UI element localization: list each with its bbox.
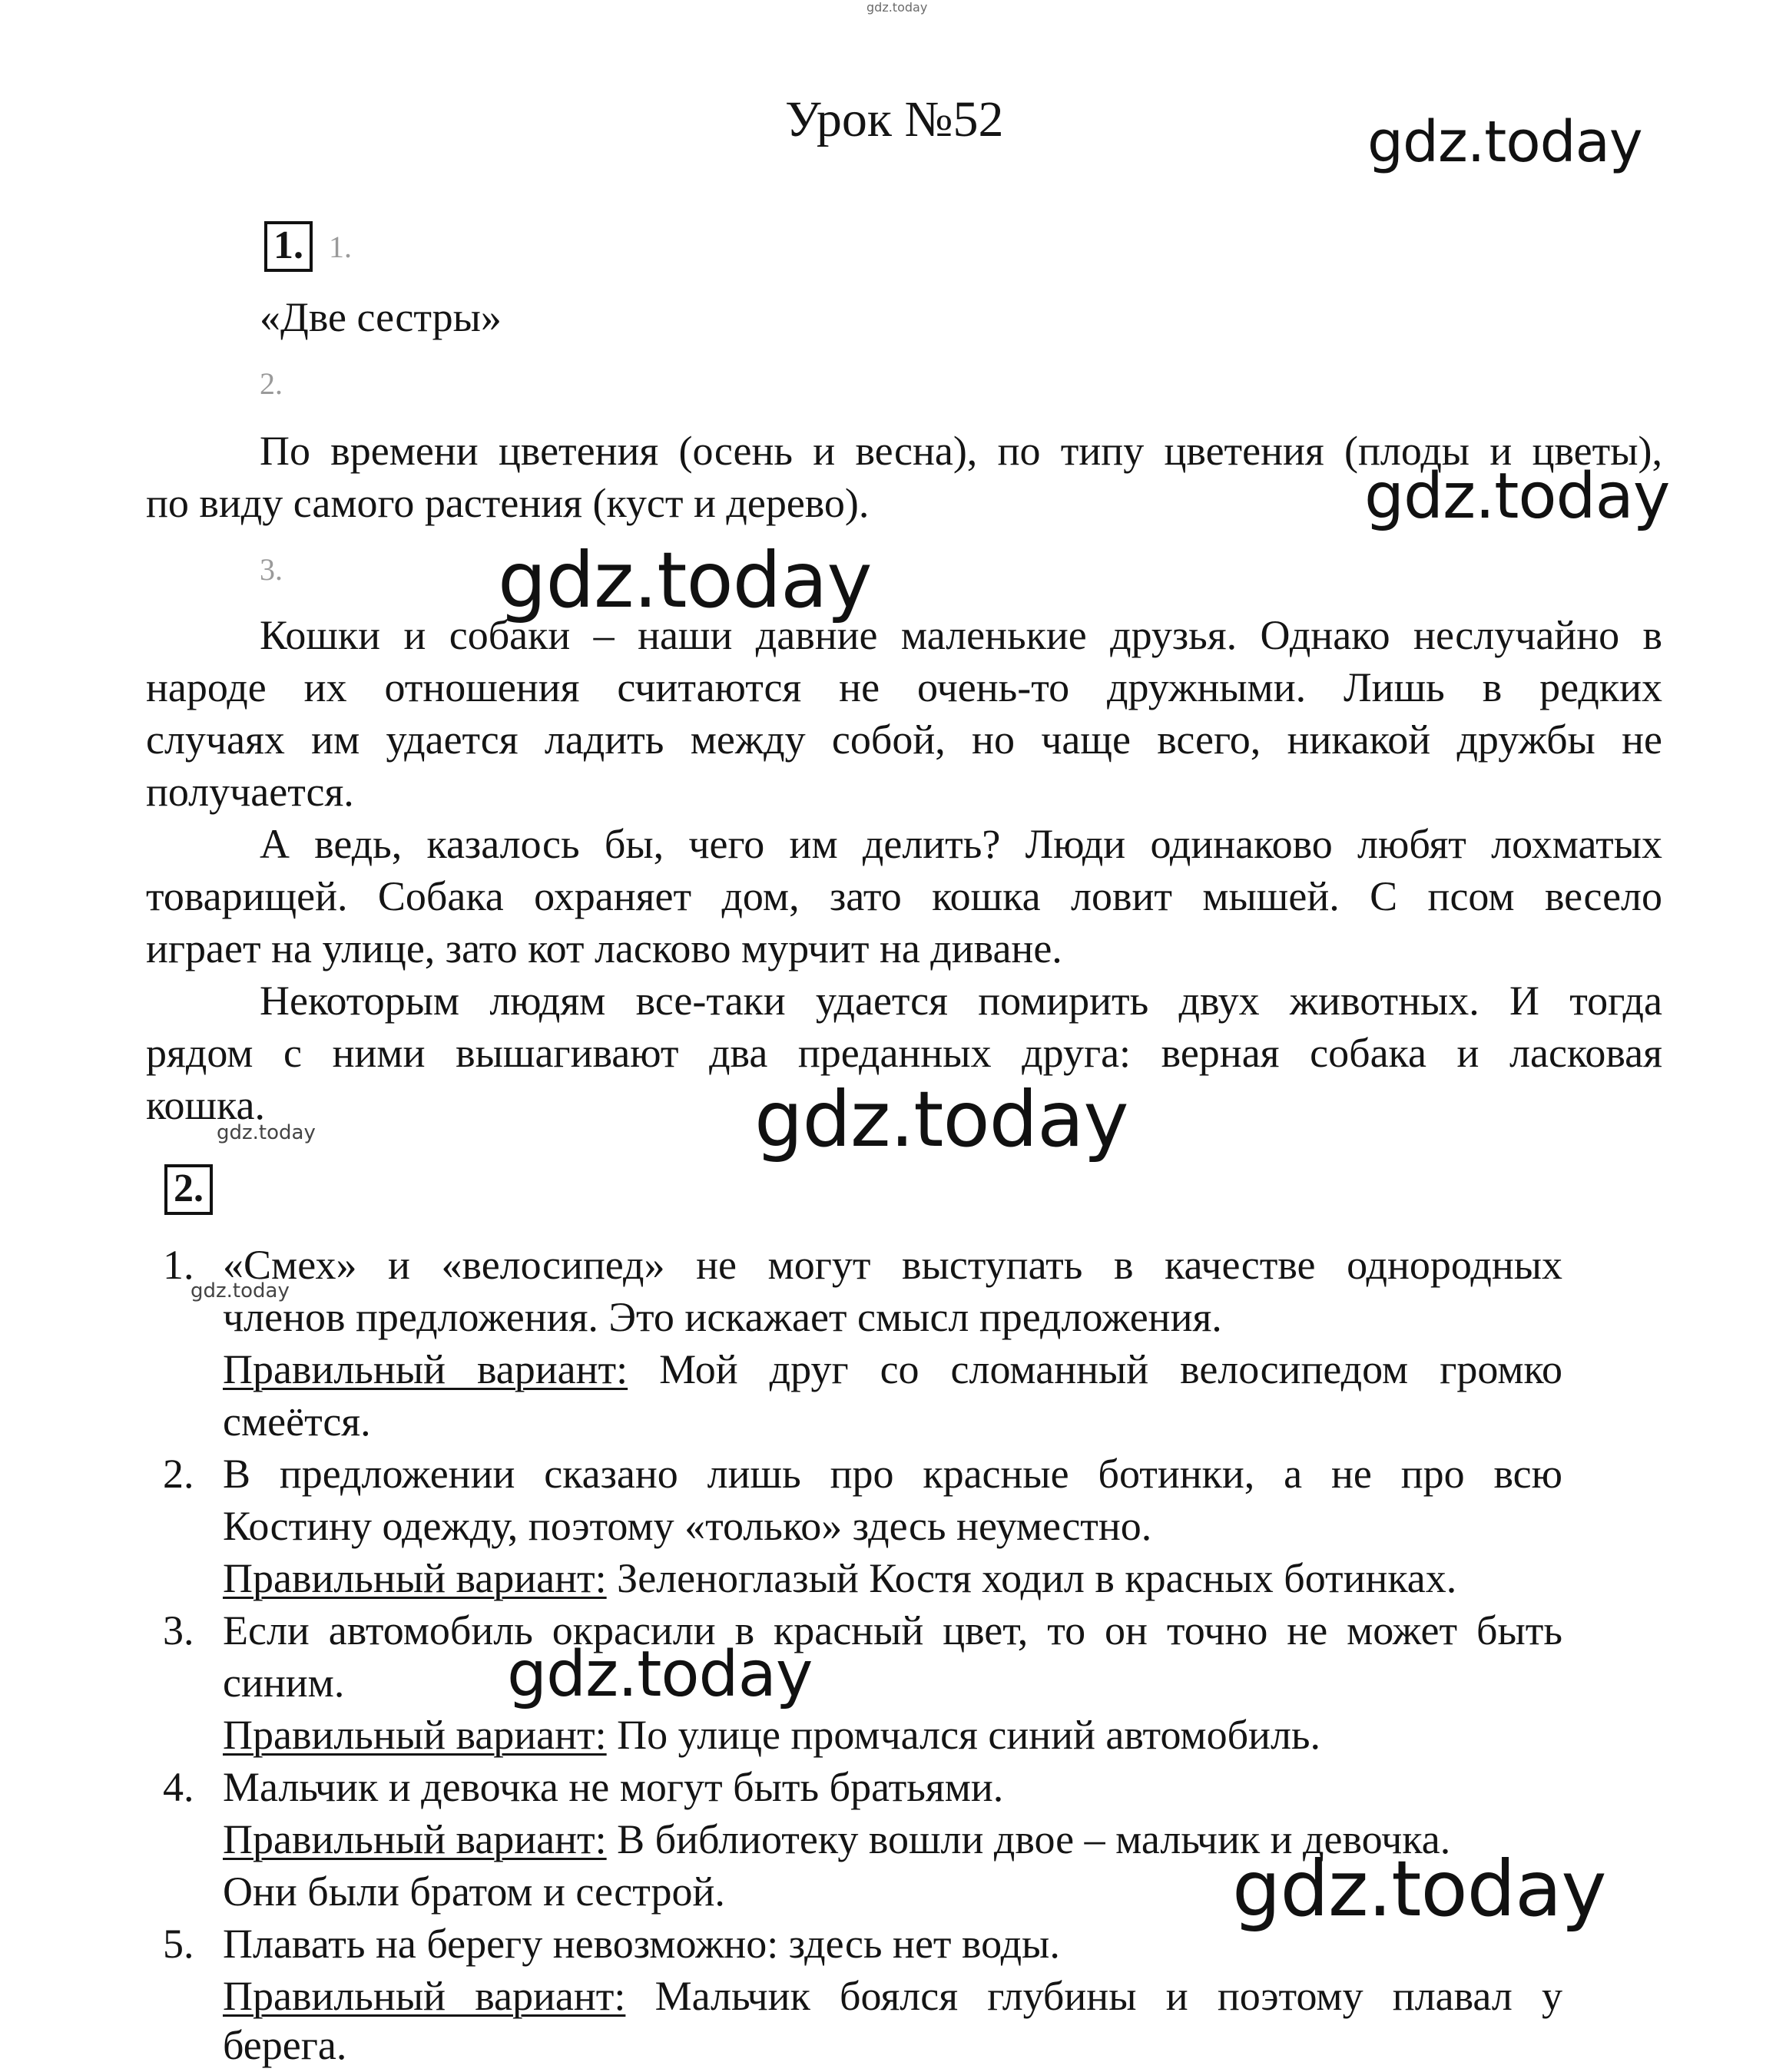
task2-item-5-line-1: Плавать на берегу невозможно: здесь нет воды. [223, 1921, 1060, 1967]
task1-sub1-label: 1. [329, 230, 352, 264]
task2-item-1-number: 1. [163, 1242, 194, 1288]
task2-item-2-correct-text: Зеленоглазый Костя ходил в красных ботинках. [617, 1555, 1457, 1601]
task1-number: 1. [264, 221, 313, 272]
task2-number: 2. [164, 1164, 213, 1215]
watermark-right-mid: gdz.today [1364, 460, 1670, 533]
watermark-center-lower: gdz.today [507, 1638, 813, 1711]
task2-item-3-correct-line-1 [223, 1714, 1320, 1756]
task1-sub3-label: 3. [260, 552, 283, 587]
task1-p3-line-3: кошка. [146, 1082, 265, 1128]
task2-item-5-correct-text: Мальчик боялся глубины и поэтому плавал у [654, 1973, 1563, 2019]
task1-sub2-line-2: по виду самого растения (куст и дерево). [146, 480, 870, 526]
task2-item-4-line-1: Мальчик и девочка не могут быть братьями. [223, 1764, 1004, 1810]
task1-sub1-text: «Две сестры» [260, 294, 502, 340]
watermark-tiny-top: gdz.today [866, 0, 928, 15]
task1-p2-line-1: А ведь, казалось бы, чего им делить? Люди одинаково любят лохматых [260, 821, 1662, 867]
task2-item-3-number: 3. [163, 1607, 194, 1653]
task2-item-5-correct-line-1 [223, 1975, 1562, 2017]
watermark-top-right: gdz.today [1367, 109, 1642, 175]
task2-item-4-correct-label: Правильный вариант: [223, 1816, 607, 1862]
task2-item-3-correct-text: По улице промчался синий автомобиль. [617, 1712, 1321, 1758]
task1-p1-line-3: случаях им удается ладить между собой, но чаще всего, никакой дружбы не [146, 717, 1662, 763]
task2-item-2-number: 2. [163, 1451, 194, 1497]
task2-item-1-correct-text: Мой друг со сломанный велосипедом громко [659, 1346, 1563, 1392]
task2-item-3-correct-label: Правильный вариант: [223, 1712, 607, 1758]
task2-item-2-correct-line-1 [223, 1557, 1456, 1599]
task2-item-5-correct-line-2: берега. [223, 2022, 347, 2068]
task1-p2-line-2: товарищей. Собака охраняет дом, зато кошка ловит мышей. С псом весело [146, 873, 1662, 919]
task1-sub2-line-1: По времени цветения (осень и весна), по типу цветения (плоды и цветы), [260, 428, 1662, 474]
task1-p3-line-1: Некоторым людям все-таки удается помирить двух животных. И тогда [260, 978, 1662, 1024]
task2-item-5-number: 5. [163, 1921, 194, 1967]
task1-p2-line-3: играет на улице, зато кот ласково мурчит на диване. [146, 925, 1062, 971]
task2-item-4-correct-line-2: Они были братом и сестрой. [223, 1868, 725, 1915]
task2-item-1-line-1: «Смех» и «велосипед» не могут выступать в качестве однородных [223, 1242, 1562, 1288]
task2-item-2-line-1: В предложении сказано лишь про красные ботинки, а не про всю [223, 1451, 1562, 1497]
task1-sub2-label: 2. [260, 366, 283, 401]
watermark-small-left-2: gdz.today [191, 1279, 290, 1302]
task1-p1-line-1: Кошки и собаки – наши давние маленькие друзья. Однако неслучайно в [260, 612, 1662, 658]
task2-item-1-line-2: членов предложения. Это искажает смысл предложения. [223, 1294, 1222, 1340]
task1-p1-line-4: получается. [146, 769, 354, 815]
task2-item-4-number: 4. [163, 1764, 194, 1810]
page-title: Урок №52 [785, 91, 1004, 147]
task2-item-1-correct-line-1 [223, 1346, 1563, 1392]
task1-p3-line-2: рядом с ними вышагивают два преданных друга: верная собака и ласковая [146, 1030, 1662, 1076]
task2-item-4-correct-text: В библиотеку вошли двое – мальчик и девочка. [617, 1816, 1451, 1862]
task2-item-3-line-1: Если автомобиль окрасили в красный цвет, то он точно не может быть [223, 1607, 1562, 1653]
watermark-small-left-1: gdz.today [217, 1121, 316, 1144]
task1-p1-line-2: народе их отношения считаются не очень-то дружными. Лишь в редких [146, 664, 1662, 710]
task2-item-2-line-2: Костину одежду, поэтому «только» здесь неуместно. [223, 1503, 1152, 1549]
task2-item-1-correct-line-2: смеётся. [223, 1398, 371, 1445]
task2-item-1-correct-label: Правильный вариант: [223, 1346, 628, 1392]
task2-item-3-line-2: синим. [223, 1660, 345, 1706]
task2-item-2-correct-label: Правильный вариант: [223, 1555, 607, 1601]
watermark-center-big: gdz.today [754, 1074, 1128, 1164]
watermark-bottom-right: gdz.today [1232, 1844, 1606, 1934]
task2-item-5-correct-label: Правильный вариант: [223, 1973, 626, 2019]
watermark-center-mid: gdz.today [498, 535, 872, 625]
